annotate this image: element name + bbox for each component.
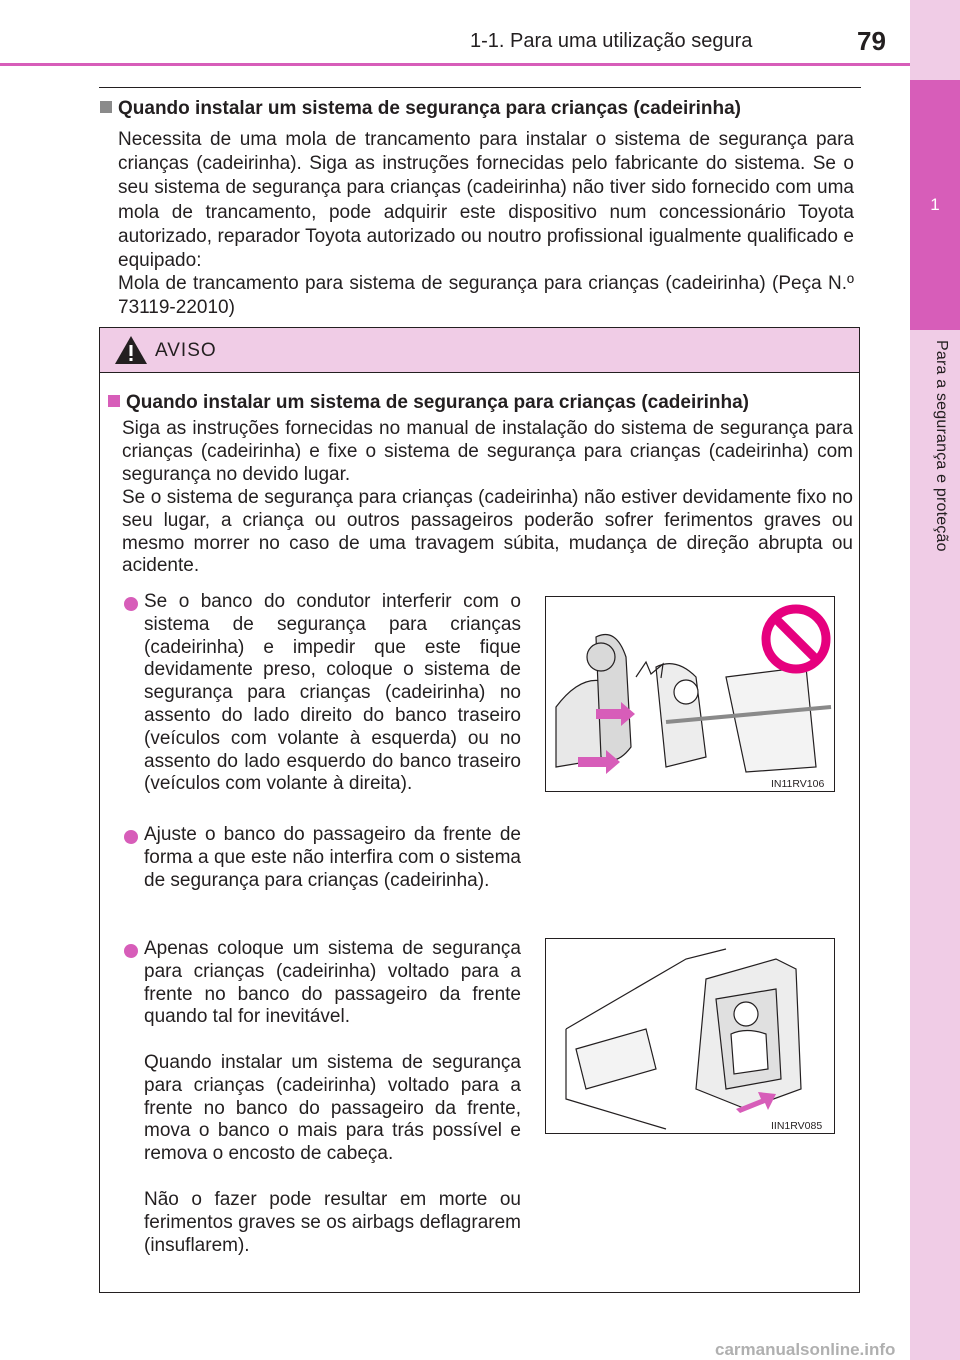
square-bullet-icon [100,101,112,113]
section-paragraph-1: Necessita de uma mola de trancamento para instalar o sistema de segurança para crianças (cadeirinha). Siga as instruções fornecidas pelo fabricante do sistema. Se o seu sistema de segurança para crianças (cadeirinha) não tiver sido fornecido com uma mola de trancamento, pode adquirir este dispositivo num concessionário Toyota autorizado, reparador Toyota autorizado ou noutro profissional igualmente qualificado e equipado: [118,129,854,272]
bullet-dot-icon [124,830,138,844]
page-number: 79 [857,26,886,56]
chapter-title: Para a segurança e proteção [933,340,950,552]
warning-bullet-3: Apenas coloque um sistema de segurança para crianças (cadeirinha) voltado para a frente no banco do passageiro da frente quando tal for inevitável. [144,938,521,1028]
section-rule [99,87,861,88]
warning-label: AVISO [155,340,217,361]
warning-subtitle-text: Quando instalar um sistema de segurança para crianças (cadeirinha) [126,392,750,413]
header-divider [0,63,910,66]
section-title [100,98,741,120]
bullet-dot-icon [124,597,138,611]
warning-text-2: Se o sistema de segurança para crianças (cadeirinha) não estiver devidamente fixo no seu lugar, a criança ou outros passageiros poderão sofrer ferimentos graves ou mesmo morrer no caso de uma travagem súbita, mudança de direção abrupta ou acidente. [122,487,853,577]
figure-front-passenger-seat [545,938,835,1134]
figure-1-code: IN11RV106 [771,778,825,790]
warning-bullet-2: Ajuste o banco do passageiro da frente de forma a que este não interfira com o sistema de segurança para crianças (cadeirinha). [144,824,521,891]
section-title-text: Quando instalar um sistema de segurança para crianças (cadeirinha) [118,98,742,119]
warning-subtitle [108,392,749,414]
front-passenger-child-seat-illustration [546,939,834,1133]
warning-text-1: Siga as instruções fornecidas no manual de instalação do sistema de segurança para crianças (cadeirinha) e fixe o sistema de segurança para crianças (cadeirinha) com segurança no devido lugar. [122,418,853,485]
header-section-title: 1-1. Para uma utilização segura [470,30,753,52]
section-paragraph-2: Mola de trancamento para sistema de segurança para crianças (cadeirinha) (Peça N.º 73119-22010) [118,273,854,319]
warning-bullet-3-cont: Quando instalar um sistema de segurança para crianças (cadeirinha) voltado para a frente no banco do passageiro da frente, mova o banco o mais para trás possível e remova o encosto de cabeça. [144,1052,521,1165]
square-bullet-icon [108,395,120,407]
figure-2-code: IIN1RV085 [771,1120,823,1132]
chapter-number: 1 [930,195,940,214]
watermark-text: carmanualsonline.info [715,1340,896,1359]
car-seat-interference-illustration [546,597,834,791]
figure-driver-seat-interference [545,596,835,792]
warning-bullet-1: Se o banco do condutor interferir com o sistema de segurança para crianças (cadeirinha) e impedir que este fique devidamente preso, coloque o sistema de segurança para crianças (cadeirinha) no assento do lado direito do banco traseiro (veículos com volante à esquerda) ou no assento do lado esquerdo do banco traseiro (veículos com volante à direita). [144,591,521,795]
warning-triangle-icon [114,335,148,365]
warning-bullet-3-note: Não o fazer pode resultar em morte ou ferimentos graves se os airbags deflagrarem (insuflarem). [144,1189,521,1256]
bullet-dot-icon [124,944,138,958]
chapter-number-tab [910,80,960,330]
